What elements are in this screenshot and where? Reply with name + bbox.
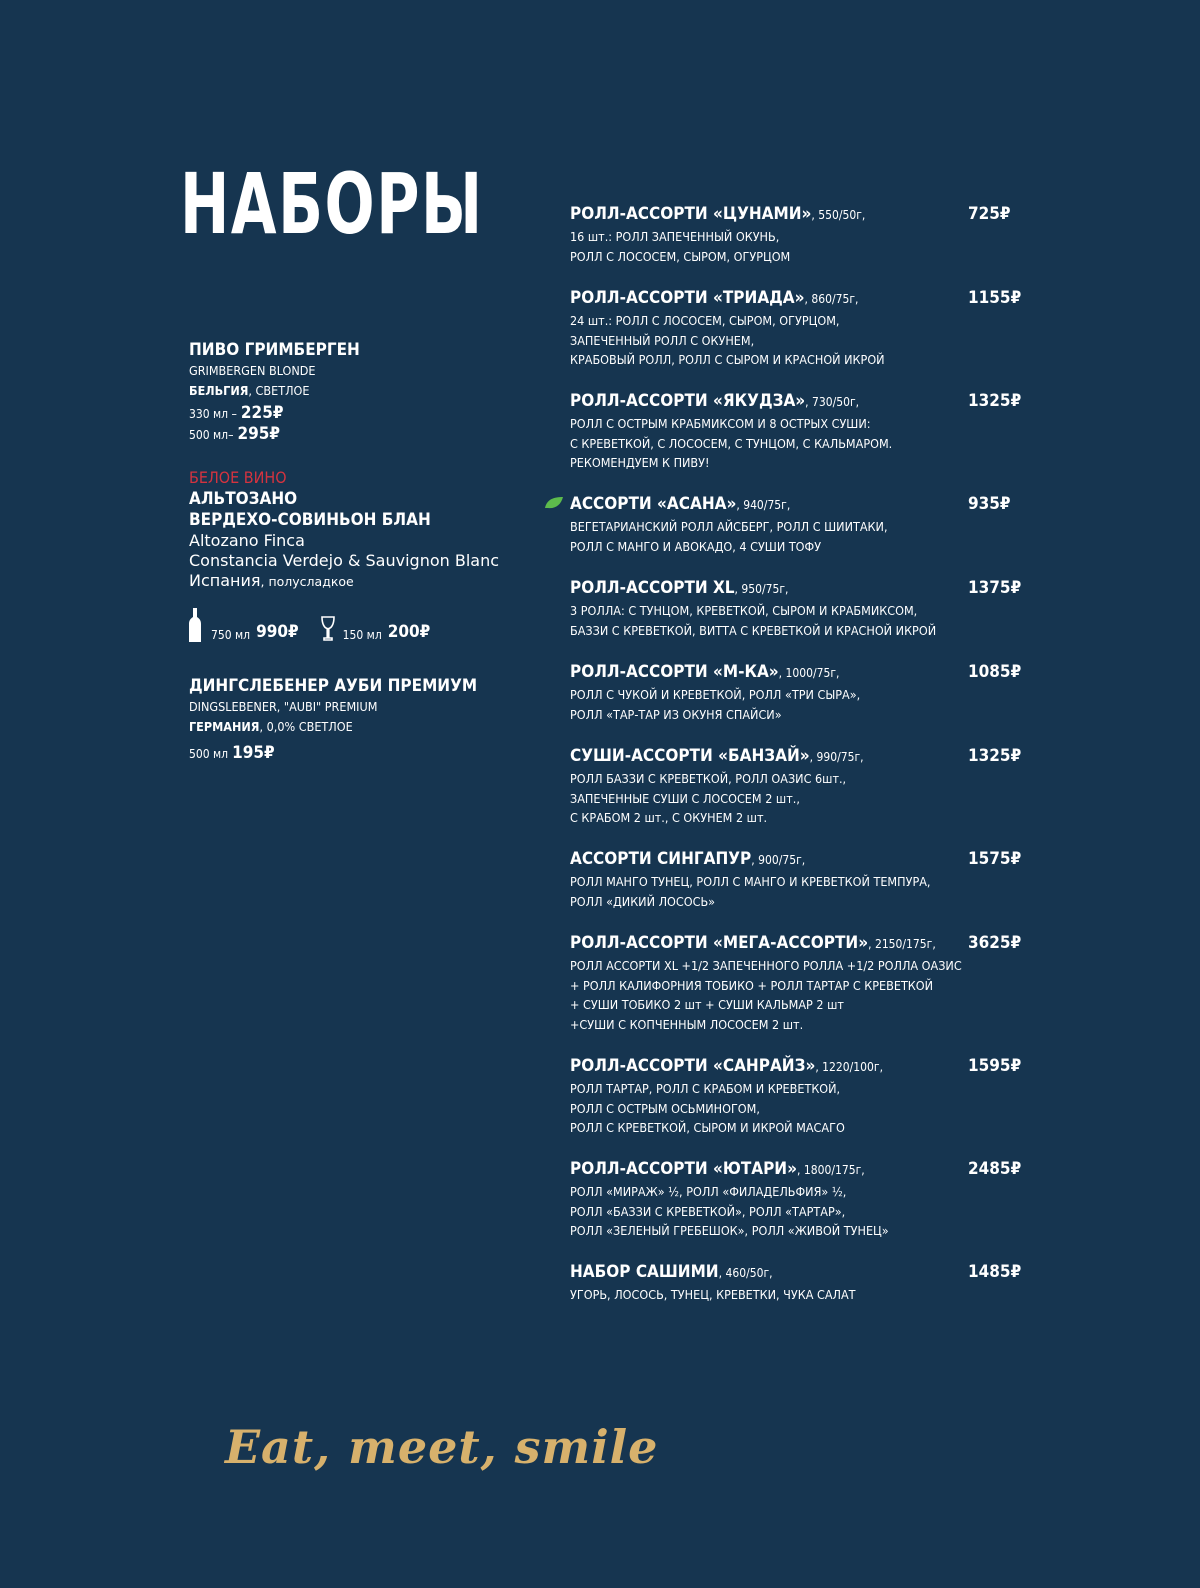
drink-grimbergen: [189, 340, 539, 447]
set-item: [570, 931, 1022, 1034]
drink-origin: [189, 381, 539, 401]
set-weight: , 1800/175г,: [797, 1163, 865, 1177]
set-weight: , 730/50г,: [805, 395, 860, 409]
set-description-line: РОЛЛ С ОСТРЫМ КРАБМИКСОМ И 8 ОСТРЫХ СУШИ:: [570, 416, 871, 431]
price-volume: 150 мл: [342, 628, 382, 642]
set-name: СУШИ-АССОРТИ «БАНЗАЙ»: [570, 746, 810, 766]
set-item: [570, 1054, 1022, 1138]
set-description-line: РОЛЛ МАНГО ТУНЕЦ, РОЛЛ С МАНГО И КРЕВЕТКОЙ ТЕМПУРА,: [570, 874, 931, 889]
set-description-line: РОЛЛ ТАРТАР, РОЛЛ С КРАБОМ И КРЕВЕТКОЙ,: [570, 1081, 841, 1096]
set-description-line: РОЛЛ С ЛОСОСЕМ, СЫРОМ, ОГУРЦОМ: [570, 248, 791, 264]
set-title-row: [570, 1260, 856, 1285]
drink-origin: [189, 571, 539, 592]
set-item: [570, 660, 1022, 724]
set-price: 1595₽: [968, 1056, 1022, 1076]
set-item: [570, 744, 1022, 828]
drink-country: Испания: [189, 571, 261, 590]
price-value: 195₽: [232, 743, 275, 763]
set-weight: , 940/75г,: [736, 498, 791, 512]
set-description-line: РОЛЛ «ТАР-ТАР ИЗ ОКУНЯ СПАЙСИ»: [570, 706, 782, 722]
set-weight: , 550/50г,: [811, 208, 866, 222]
set-description-line: КРАБОВЫЙ РОЛЛ, РОЛЛ С СЫРОМ И КРАСНОЙ ИКРОЙ: [570, 352, 885, 367]
price-volume: 500 мл–: [189, 428, 234, 442]
set-description-line: УГОРЬ, ЛОСОСЬ, ТУНЕЦ, КРЕВЕТКИ, ЧУКА САЛАТ: [570, 1287, 856, 1302]
set-weight: , 990/75г,: [809, 750, 864, 764]
drink-latin-name: Altozano Finca: [189, 531, 305, 550]
set-title-row: [570, 576, 936, 601]
set-item: [570, 1157, 1022, 1241]
set-title-row: [570, 1157, 889, 1182]
set-description-line: +СУШИ С КОПЧЕННЫМ ЛОСОСЕМ 2 шт.: [570, 1016, 804, 1032]
set-title-row: [570, 744, 864, 769]
drink-name: ДИНГСЛЕБЕНЕР АУБИ ПРЕМИУМ: [189, 676, 478, 696]
drink-altozano: [189, 467, 539, 642]
set-price: 2485₽: [968, 1159, 1022, 1179]
price-value: 200₽: [387, 622, 431, 642]
wine-prices: [189, 608, 539, 642]
set-description-line: РОЛЛ АССОРТИ XL +1/2 ЗАПЕЧЕННОГО РОЛЛА +1/2 РОЛЛА ОАЗИС: [570, 958, 962, 973]
drink-name: ПИВО ГРИМБЕРГЕН: [189, 340, 360, 360]
set-item: [570, 576, 1022, 640]
slogan: Eat, meet, smile: [225, 1420, 659, 1474]
drink-latin-name: GRIMBERGEN BLONDE: [189, 363, 316, 378]
leaf-icon: [544, 496, 564, 510]
drink-type: , СВЕТЛОЕ: [248, 383, 310, 398]
set-description-line: + СУШИ ТОБИКО 2 шт + СУШИ КАЛЬМАР 2 шт: [570, 997, 844, 1012]
price-volume: 750 мл: [211, 628, 251, 642]
set-price: 1325₽: [968, 391, 1022, 411]
bottle-price: [189, 608, 299, 642]
glass-price: [321, 616, 431, 642]
set-price: 935₽: [968, 494, 1011, 514]
set-description-line: С КРЕВЕТКОЙ, С ЛОСОСЕМ, С ТУНЦОМ, С КАЛЬМАРОМ.: [570, 435, 893, 451]
set-price: 1375₽: [968, 578, 1022, 598]
set-name: АССОРТИ «АСАНА»: [570, 494, 737, 514]
set-weight: , 2150/175г,: [868, 937, 936, 951]
section-label-white-wine: БЕЛОЕ ВИНО: [189, 468, 287, 487]
set-description-line: 16 шт.: РОЛЛ ЗАПЕЧЕННЫЙ ОКУНЬ,: [570, 229, 780, 244]
set-description-line: РОЛЛ С МАНГО И АВОКАДО, 4 СУШИ ТОФУ: [570, 538, 822, 554]
set-description-line: РОЛЛ «ДИКИЙ ЛОСОСЬ»: [570, 893, 716, 909]
drink-type: , 0,0% СВЕТЛОЕ: [259, 719, 353, 734]
set-title-row: [570, 389, 892, 414]
price-volume: 330 мл –: [189, 407, 237, 421]
set-name: РОЛЛ-АССОРТИ «ЯКУДЗА»: [570, 391, 806, 411]
set-name: РОЛЛ-АССОРТИ «ТРИАДА»: [570, 288, 805, 308]
set-name: РОЛЛ-АССОРТИ «М-КА»: [570, 662, 779, 682]
set-price: 1155₽: [968, 288, 1022, 308]
page-title: НАБОРЫ: [180, 155, 484, 253]
set-description-line: РОЛЛ С ОСТРЫМ ОСЬМИНОГОМ,: [570, 1100, 760, 1116]
set-description-line: РОЛЛ «МИРАЖ» ½, РОЛЛ «ФИЛАДЕЛЬФИЯ» ½,: [570, 1184, 847, 1199]
drink-origin: [189, 717, 539, 737]
price-value: 295₽: [237, 424, 281, 444]
price-value: 990₽: [256, 622, 299, 642]
drink-latin-name: Constancia Verdejo & Sauvignon Blanc: [189, 551, 500, 570]
price-value: 225₽: [240, 403, 284, 423]
set-name: РОЛЛ-АССОРТИ «ЦУНАМИ»: [570, 204, 812, 224]
set-description-line: РОЛЛ С КРЕВЕТКОЙ, СЫРОМ И ИКРОЙ МАСАГО: [570, 1120, 845, 1135]
set-item: [570, 286, 1022, 370]
set-item: [570, 202, 1011, 266]
set-price: 1085₽: [968, 662, 1022, 682]
set-name: РОЛЛ-АССОРТИ XL: [570, 578, 735, 598]
drink-name: АЛЬТОЗАНО: [189, 489, 298, 509]
set-description-line: ЗАПЕЧЕННЫЙ РОЛЛ С ОКУНЕМ,: [570, 332, 755, 348]
set-price: 1575₽: [968, 849, 1022, 869]
drink-type: , полусладкое: [260, 574, 354, 589]
set-name: АССОРТИ СИНГАПУР: [570, 849, 752, 869]
set-item: [570, 492, 1011, 556]
set-description-line: С КРАБОМ 2 шт., С ОКУНЕМ 2 шт.: [570, 810, 768, 825]
set-title-row: [570, 492, 888, 517]
drink-latin-name: DINGSLEBENER, "AUBI" PREMIUM: [189, 699, 378, 714]
set-name: РОЛЛ-АССОРТИ «САНРАЙЗ»: [570, 1056, 816, 1076]
set-description-line: БАЗЗИ С КРЕВЕТКОЙ, ВИТТА С КРЕВЕТКОЙ И КРАСНОЙ ИКРОЙ: [570, 622, 937, 638]
set-description-line: РЕКОМЕНДУЕМ К ПИВУ!: [570, 455, 710, 470]
drink-country: ГЕРМАНИЯ: [189, 719, 260, 734]
bottle-icon: [189, 608, 201, 642]
set-description-line: РОЛЛ «ЗЕЛЕНЫЙ ГРЕБЕШОК», РОЛЛ «ЖИВОЙ ТУНЕЦ»: [570, 1223, 889, 1238]
set-title-row: [570, 286, 885, 311]
set-price: 3625₽: [968, 933, 1022, 953]
drink-price-line: [189, 422, 539, 447]
set-weight: , 1220/100г,: [815, 1060, 883, 1074]
drink-price-line: [189, 741, 539, 766]
set-description-line: РОЛЛ С ЧУКОЙ И КРЕВЕТКОЙ, РОЛЛ «ТРИ СЫРА»,: [570, 687, 861, 702]
set-title-row: [570, 931, 962, 956]
set-price: 1325₽: [968, 746, 1022, 766]
drink-name: ВЕРДЕХО-СОВИНЬОН БЛАН: [189, 510, 431, 530]
set-weight: , 950/75г,: [734, 582, 789, 596]
set-description-line: ВЕГЕТАРИАНСКИЙ РОЛЛ АЙСБЕРГ, РОЛЛ С ШИИТАКИ,: [570, 519, 888, 534]
price-volume: 500 мл: [189, 747, 229, 761]
set-name: РОЛЛ-АССОРТИ «ЮТАРИ»: [570, 1159, 797, 1179]
set-description-line: + РОЛЛ КАЛИФОРНИЯ ТОБИКО + РОЛЛ ТАРТАР С КРЕВЕТКОЙ: [570, 977, 934, 993]
set-title-row: [570, 660, 860, 685]
set-weight: , 1000/75г,: [778, 666, 840, 680]
drinks-column: [189, 340, 539, 786]
set-price: 1485₽: [968, 1262, 1022, 1282]
set-description-line: ЗАПЕЧЕННЫЕ СУШИ С ЛОСОСЕМ 2 шт.,: [570, 790, 800, 806]
wine-glass-icon: [321, 616, 335, 642]
set-title-row: [570, 1054, 883, 1079]
set-description-line: 24 шт.: РОЛЛ С ЛОСОСЕМ, СЫРОМ, ОГУРЦОМ,: [570, 313, 840, 328]
set-description-line: РОЛЛ «БАЗЗИ С КРЕВЕТКОЙ», РОЛЛ «ТАРТАР»,: [570, 1203, 846, 1219]
set-title-row: [570, 847, 930, 872]
set-description-line: 3 РОЛЛА: С ТУНЦОМ, КРЕВЕТКОЙ, СЫРОМ И КРАБМИКСОМ,: [570, 603, 918, 618]
set-description-line: РОЛЛ БАЗЗИ С КРЕВЕТКОЙ, РОЛЛ ОАЗИС 6шт.,: [570, 771, 847, 786]
set-weight: , 900/75г,: [751, 853, 806, 867]
set-name: РОЛЛ-АССОРТИ «МЕГА-АССОРТИ»: [570, 933, 869, 953]
drink-country: БЕЛЬГИЯ: [189, 383, 249, 398]
drink-dingslebener: [189, 676, 539, 766]
set-item: [570, 847, 1022, 911]
set-price: 725₽: [968, 204, 1011, 224]
set-item: [570, 389, 1022, 473]
set-name: НАБОР САШИМИ: [570, 1262, 719, 1282]
set-weight: , 460/50г,: [718, 1266, 773, 1280]
set-item: [570, 1260, 1022, 1305]
set-title-row: [570, 202, 865, 227]
set-weight: , 860/75г,: [804, 292, 859, 306]
